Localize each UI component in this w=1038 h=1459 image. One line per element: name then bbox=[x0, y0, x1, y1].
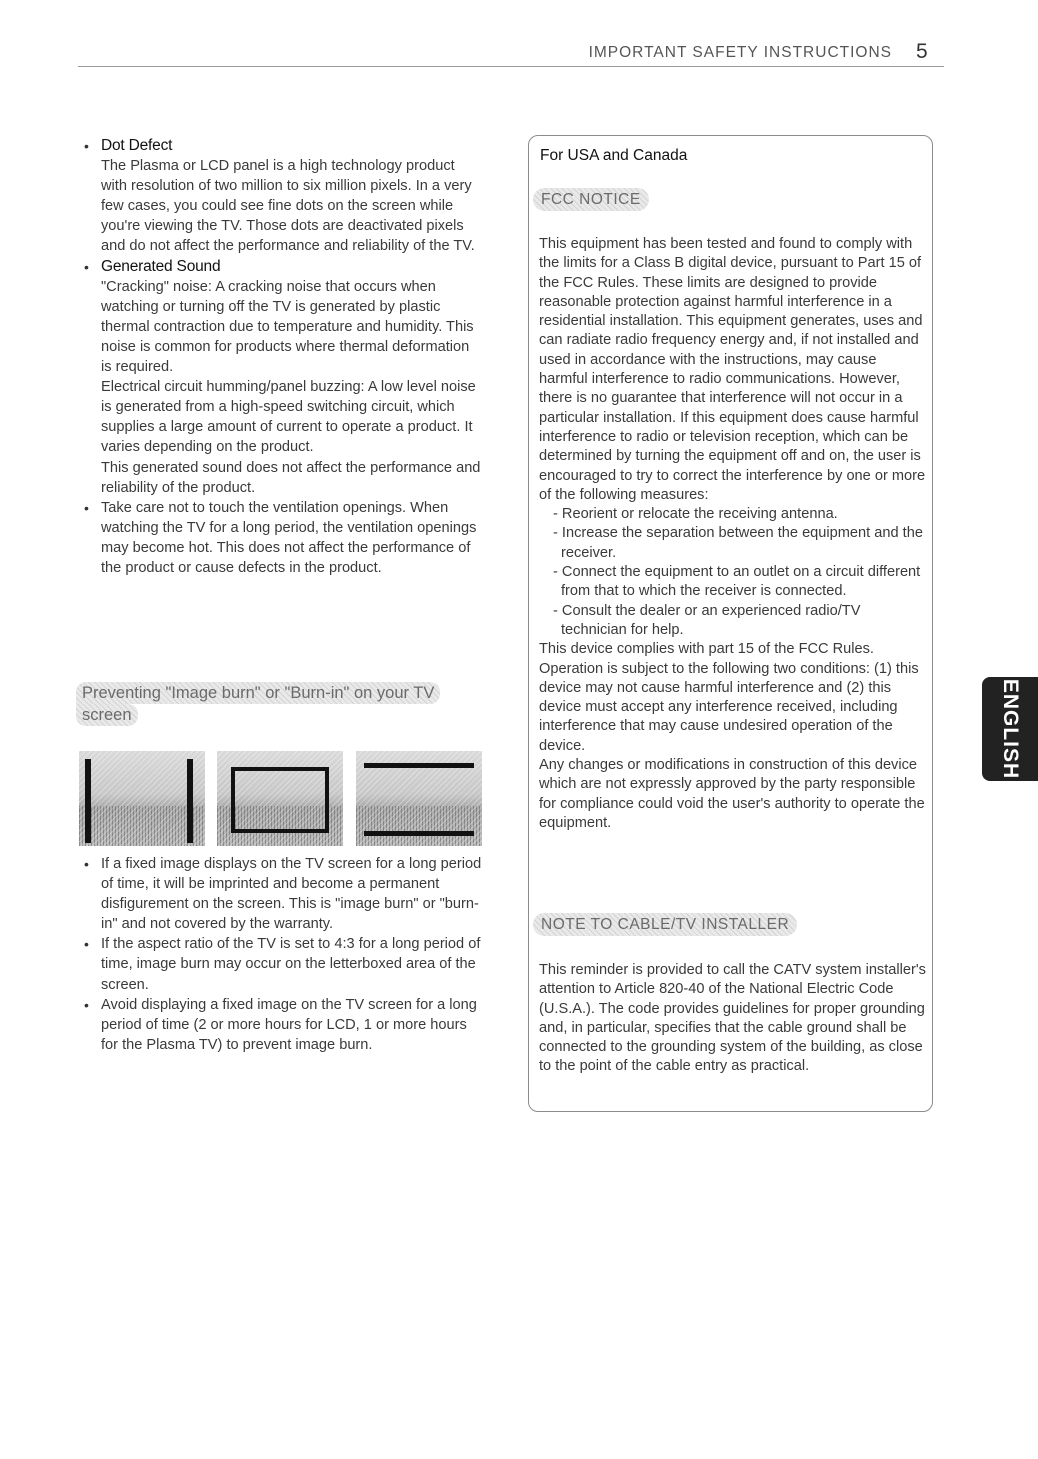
fcc-paragraph-2: This device complies with part 15 of the FCC Rules. Operation is subject to the following two conditions: (1) this device may not cause harmful interference and (2) this device must accept any interference received, including interference that may cause undesired operation of the device. bbox=[539, 641, 919, 754]
list-item-dot-defect bbox=[83, 136, 483, 257]
fcc-measure-item: - Connect the equipment to an outlet on a circuit different from that to which the receiver is connected. bbox=[553, 564, 921, 600]
burn-in-item: • Avoid displaying a fixed image on the TV screen for a long period of time (2 or more hours for LCD, 1 or more hours for the Plasma TV) to prevent image burn. bbox=[83, 995, 483, 1055]
cable-installer-body: This reminder is provided to call the CATV system installer's attention to Article 820-40 of the National Electric Code (U.S.A.). The code provides guidelines for proper grounding and, in particular, specifies that the cable ground shall be connected to the grounding system of the building, as close to the point of the cable entry as practical. bbox=[539, 962, 926, 1075]
fcc-measure-item: - Increase the separation between the equipment and the receiver. bbox=[553, 525, 923, 561]
header-divider bbox=[78, 66, 944, 67]
pillarbox-burn-image bbox=[79, 751, 205, 846]
usa-canada-box bbox=[528, 135, 933, 1112]
burn-in-heading-line2: screen bbox=[76, 704, 138, 726]
language-tab-english bbox=[982, 677, 1038, 781]
burn-in-item: • If a fixed image displays on the TV screen for a long period of time, it will be imprinted and become a permanent disfigurement on the screen. This is "image burn" or "burn-in" and not covered by the warranty. bbox=[83, 854, 483, 934]
fcc-notice-tag: FCC NOTICE bbox=[533, 188, 649, 211]
left-column bbox=[83, 136, 483, 578]
fcc-paragraph-3: Any changes or modifications in construction of this device which are not expressly approved by the party responsible for compliance could void the user's authority to operate the equipment. bbox=[539, 757, 925, 831]
generated-sound-p3: This generated sound does not affect the performance and reliability of the product. bbox=[101, 459, 481, 496]
burn-in-heading-line1: Preventing "Image burn" or "Burn-in" on your TV bbox=[76, 682, 440, 704]
language-tab-label: ENGLISH bbox=[999, 678, 1022, 780]
cable-installer-tag: NOTE TO CABLE/TV INSTALLER bbox=[533, 913, 797, 936]
letterbox-burn-image bbox=[356, 751, 482, 846]
burn-in-item: • If the aspect ratio of the TV is set to 4:3 for a long period of time, image burn may occur on the letterboxed area of the screen. bbox=[83, 934, 483, 994]
generated-sound-p1: "Cracking" noise: A cracking noise that occurs when watching or turning off the TV is generated by plastic thermal contraction due to temperature and humidity. This noise is common for products where thermal deformation is required. bbox=[101, 278, 474, 376]
page-header-title: IMPORTANT SAFETY INSTRUCTIONS bbox=[588, 44, 892, 61]
list-item-generated-sound bbox=[83, 257, 483, 498]
generated-sound-p2: Electrical circuit humming/panel buzzing: A low level noise is generated from a high-speed switching circuit, which supplies a large amount of current to operate a product. It varies depending on the product. bbox=[101, 379, 476, 456]
frame-burn-image bbox=[217, 751, 343, 846]
fcc-measure-item: - Reorient or relocate the receiving antenna. bbox=[553, 506, 838, 523]
fcc-measure-item: - Consult the dealer or an experienced radio/TV technician for help. bbox=[553, 602, 861, 638]
generated-sound-title: • Generated Sound bbox=[101, 257, 221, 275]
burn-in-illustrations bbox=[79, 751, 483, 846]
usa-canada-title: For USA and Canada bbox=[540, 147, 688, 164]
fcc-notice-body bbox=[539, 235, 929, 833]
dot-defect-title: • Dot Defect bbox=[101, 137, 173, 154]
page-number: 5 bbox=[916, 40, 928, 63]
burn-in-heading bbox=[76, 682, 488, 726]
fcc-paragraph-1: This equipment has been tested and found to comply with the limits for a Class B digital device, pursuant to Part 15 of the FCC Rules. These limits are designed to provide reasonable protection against harmful interference in a residential installation. This equipment generates, uses and can radiate radio frequency energy and, if not installed and used in accordance with the instructions, may cause harmful interference to radio communications. However, there is no guarantee that interference will not occur in a particular installation. If this equipment does cause harmful interference to radio or television reception, which can be determined by turning the equipment off and on, the user is encouraged to try to correct the interference by one or more of the following measures: bbox=[539, 236, 926, 503]
list-item-ventilation bbox=[83, 498, 483, 578]
dot-defect-body: The Plasma or LCD panel is a high technology product with resolution of two million to six million pixels. In a very few cases, you could see fine dots on the screen while you're viewing the TV. Those dots are deactivated pixels and do not affect the performance and reliability of the TV. bbox=[101, 158, 475, 255]
burn-in-list bbox=[83, 854, 483, 1055]
ventilation-text: • Take care not to touch the ventilation openings. When watching the TV for a long period, the ventilation openings may become hot. This does not affect the performance of the product or cause defects in the product. bbox=[101, 499, 477, 576]
